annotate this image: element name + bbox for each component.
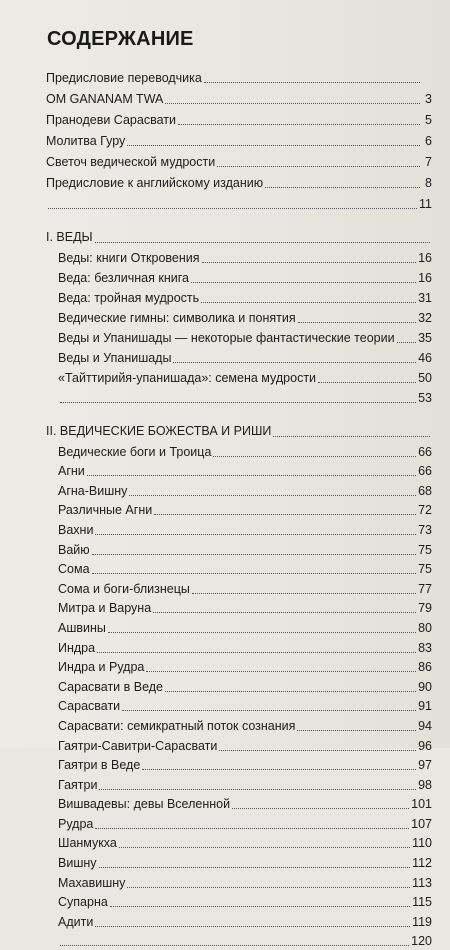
section-label: I. ВЕДЫ — [46, 230, 93, 244]
toc-entry-page: 90 — [418, 679, 432, 694]
toc-entry-title: Сома и боги-близнецы — [58, 581, 190, 596]
dot-leader — [122, 709, 416, 711]
toc-entry — [46, 287, 432, 307]
dot-leader — [397, 341, 417, 343]
toc-entry-title: Вишну — [58, 856, 97, 871]
toc-entry — [46, 387, 432, 407]
toc-entry — [46, 307, 432, 327]
toc-entry — [46, 441, 432, 461]
toc-entry — [46, 539, 432, 559]
toc-entry-page: 11 — [419, 197, 432, 211]
dot-leader — [99, 788, 416, 790]
toc-entry-title: Митра и Варуна — [58, 601, 152, 616]
toc-entry-page: 101 — [411, 797, 432, 812]
toc-entry-title: Веда: тройная мудрость — [58, 291, 200, 305]
toc-entry — [46, 578, 432, 598]
section-label: II. ВЕДИЧЕСКИЕ БОЖЕСТВА И РИШИ — [46, 424, 272, 438]
dot-leader — [108, 631, 416, 633]
toc-entry-page: 7 — [425, 155, 432, 169]
toc-entry-page: 83 — [418, 640, 432, 655]
toc-entry — [46, 171, 432, 192]
toc-entry-title: Сарасвати — [58, 699, 121, 714]
toc-entry-page: 3 — [425, 92, 432, 106]
toc-entry-page: 53 — [418, 391, 432, 405]
dot-leader — [318, 381, 416, 383]
dot-leader — [146, 670, 416, 672]
toc-entry — [46, 192, 432, 213]
toc-entry-title: Вишвадевы: девы Вселенной — [58, 797, 231, 812]
toc-entry — [46, 696, 432, 716]
dot-leader — [110, 905, 410, 907]
toc-entry-page: 50 — [418, 371, 432, 385]
section-deities-list — [46, 441, 432, 950]
dot-leader — [119, 846, 410, 848]
dot-leader — [95, 827, 409, 829]
toc-entry — [46, 327, 432, 347]
toc-entry — [46, 367, 432, 387]
toc-entry — [46, 66, 432, 87]
toc-entry — [46, 480, 432, 500]
toc-entry — [46, 150, 432, 171]
toc-entry-title: Махавишну — [58, 875, 126, 890]
dot-leader — [48, 207, 417, 209]
toc-entry-page: 113 — [412, 875, 432, 890]
toc-entry — [46, 676, 432, 696]
toc-entry-title: Гаятри в Веде — [58, 758, 141, 773]
toc-entry-page: 66 — [418, 444, 432, 459]
toc-entry-page: 96 — [418, 738, 432, 753]
toc-entry-page: 8 — [425, 176, 432, 190]
toc-entry-title: Гаятри-Савитри-Сарасвати — [58, 738, 218, 753]
toc-entry-page: 80 — [418, 620, 432, 635]
dot-leader — [165, 690, 416, 692]
toc-entry — [46, 755, 432, 775]
toc-entry-page: 46 — [418, 351, 432, 365]
dot-leader — [95, 925, 410, 927]
toc-entry-page: 68 — [418, 483, 432, 498]
toc-entry-page: 98 — [418, 777, 432, 792]
toc-entry-page: 31 — [418, 291, 432, 305]
dot-leader — [142, 768, 416, 770]
dot-leader — [97, 651, 416, 653]
toc-entry-title: Сарасвати в Веде — [58, 679, 164, 694]
toc-entry-title: Шанмукха — [58, 836, 117, 851]
table-of-contents — [46, 66, 432, 950]
toc-entry-page: 97 — [418, 758, 432, 773]
toc-entry — [46, 87, 432, 108]
toc-entry — [46, 598, 432, 618]
toc-entry-page: 107 — [411, 816, 432, 831]
toc-entry-page: 79 — [418, 601, 432, 616]
toc-entry — [46, 559, 432, 579]
dot-leader — [129, 494, 416, 496]
dot-leader — [99, 866, 411, 868]
page-title: СОДЕРЖАНИЕ — [47, 28, 194, 50]
toc-entry-page: 94 — [418, 718, 432, 733]
toc-entry-page: 75 — [418, 562, 432, 577]
toc-entry-title: Веды и Упанишады — некоторые фантастические теории — [58, 331, 395, 345]
toc-entry-page: 75 — [418, 542, 432, 557]
toc-entry-title: Различные Агни — [58, 503, 153, 518]
toc-entry-title: «Тайттирийя-упанишада»: семена мудрости — [58, 371, 317, 385]
toc-entry-page: 5 — [425, 113, 432, 127]
dot-leader — [202, 261, 417, 263]
front-matter-list — [46, 66, 432, 213]
toc-entry-page: 73 — [418, 522, 432, 537]
toc-entry — [46, 715, 432, 735]
section-heading-vedas — [46, 221, 432, 247]
dot-leader — [217, 165, 420, 167]
dot-leader — [165, 102, 420, 104]
toc-entry-page: 66 — [418, 464, 432, 479]
toc-entry — [46, 247, 432, 267]
toc-entry-title: Вахни — [58, 522, 94, 537]
dot-leader — [95, 241, 430, 243]
toc-entry-title: Светоч ведической мудрости — [46, 155, 216, 169]
toc-entry — [46, 637, 432, 657]
toc-entry-title: Веды: книги Откровения — [58, 251, 200, 265]
toc-entry-title: Сарасвати: семикратный поток сознания — [58, 718, 296, 733]
toc-entry — [46, 519, 432, 539]
toc-entry-page: 120 — [411, 934, 432, 949]
toc-entry-title: Индра и Рудра — [58, 660, 145, 675]
toc-entry-title: Индра — [58, 640, 96, 655]
toc-entry-page: 35 — [418, 331, 432, 345]
toc-entry-page: 115 — [412, 895, 432, 910]
toc-entry — [46, 657, 432, 677]
toc-entry-title: Адити — [58, 914, 94, 929]
toc-entry — [46, 833, 432, 853]
toc-entry — [46, 911, 432, 931]
toc-entry-title: Вайю — [58, 542, 90, 557]
dot-leader — [219, 749, 416, 751]
toc-entry-page: 72 — [418, 503, 432, 518]
dot-leader — [127, 886, 410, 888]
dot-leader — [178, 123, 420, 125]
toc-entry-title: Рудра — [58, 816, 94, 831]
toc-entry-page: 77 — [418, 581, 432, 596]
dot-leader — [154, 513, 416, 515]
dot-leader — [60, 401, 416, 403]
dot-leader — [127, 144, 420, 146]
toc-entry — [46, 852, 432, 872]
dot-leader — [192, 592, 416, 594]
toc-entry — [46, 347, 432, 367]
dot-leader — [265, 186, 420, 188]
dot-leader — [92, 553, 416, 555]
toc-entry-title: Гаятри — [58, 777, 98, 792]
toc-entry-page: 119 — [412, 914, 432, 929]
toc-entry-title: Пранодеви Сарасвати — [46, 113, 176, 127]
toc-entry-title: Предисловие переводчика — [46, 71, 202, 85]
toc-entry-page: 112 — [412, 856, 432, 871]
toc-entry-title: Ведические гимны: символика и понятия — [58, 311, 296, 325]
toc-entry — [46, 892, 432, 912]
toc-entry — [46, 617, 432, 637]
toc-entry-page: 110 — [412, 836, 432, 851]
toc-entry — [46, 813, 432, 833]
toc-entry-page: 6 — [425, 134, 432, 148]
toc-entry-title: Агна-Вишну — [58, 483, 128, 498]
toc-entry — [46, 108, 432, 129]
toc-entry — [46, 794, 432, 814]
dot-leader — [173, 361, 416, 363]
toc-entry-page: 86 — [418, 660, 432, 675]
section-vedas-list — [46, 247, 432, 407]
toc-entry-page: 91 — [418, 699, 432, 714]
dot-leader — [297, 729, 416, 731]
toc-entry-page: 16 — [418, 271, 432, 285]
toc-entry — [46, 774, 432, 794]
toc-entry-title: Ашвины — [58, 620, 106, 635]
toc-entry-title: Сома — [58, 562, 90, 577]
dot-leader — [232, 807, 409, 809]
dot-leader — [92, 572, 417, 574]
dot-leader — [191, 281, 416, 283]
dot-leader — [213, 455, 416, 457]
toc-entry-title: Молитва Гуру — [46, 134, 126, 148]
dot-leader — [60, 944, 409, 946]
toc-entry — [46, 931, 432, 950]
toc-entry-title: Веда: безличная книга — [58, 271, 189, 285]
dot-leader — [204, 81, 420, 83]
toc-entry-page: 16 — [418, 251, 432, 265]
dot-leader — [153, 611, 416, 613]
toc-entry-page: 32 — [418, 311, 432, 325]
dot-leader — [273, 435, 430, 437]
toc-entry — [46, 872, 432, 892]
toc-entry-title: Агни — [58, 464, 85, 479]
toc-entry-title: Предисловие к английскому изданию — [46, 176, 264, 190]
dot-leader — [201, 301, 416, 303]
toc-entry-title: Ведические боги и Троица — [58, 444, 212, 459]
dot-leader — [87, 474, 416, 476]
dot-leader — [95, 533, 416, 535]
toc-entry-title: OM GANANAM TWA — [46, 92, 164, 106]
toc-entry — [46, 267, 432, 287]
dot-leader — [298, 321, 416, 323]
toc-entry — [46, 461, 432, 481]
toc-entry — [46, 129, 432, 150]
toc-entry-title: Веды и Упанишады — [58, 351, 172, 365]
toc-entry-title: Супарна — [58, 895, 108, 910]
section-heading-deities — [46, 415, 432, 441]
toc-entry — [46, 500, 432, 520]
toc-entry — [46, 735, 432, 755]
